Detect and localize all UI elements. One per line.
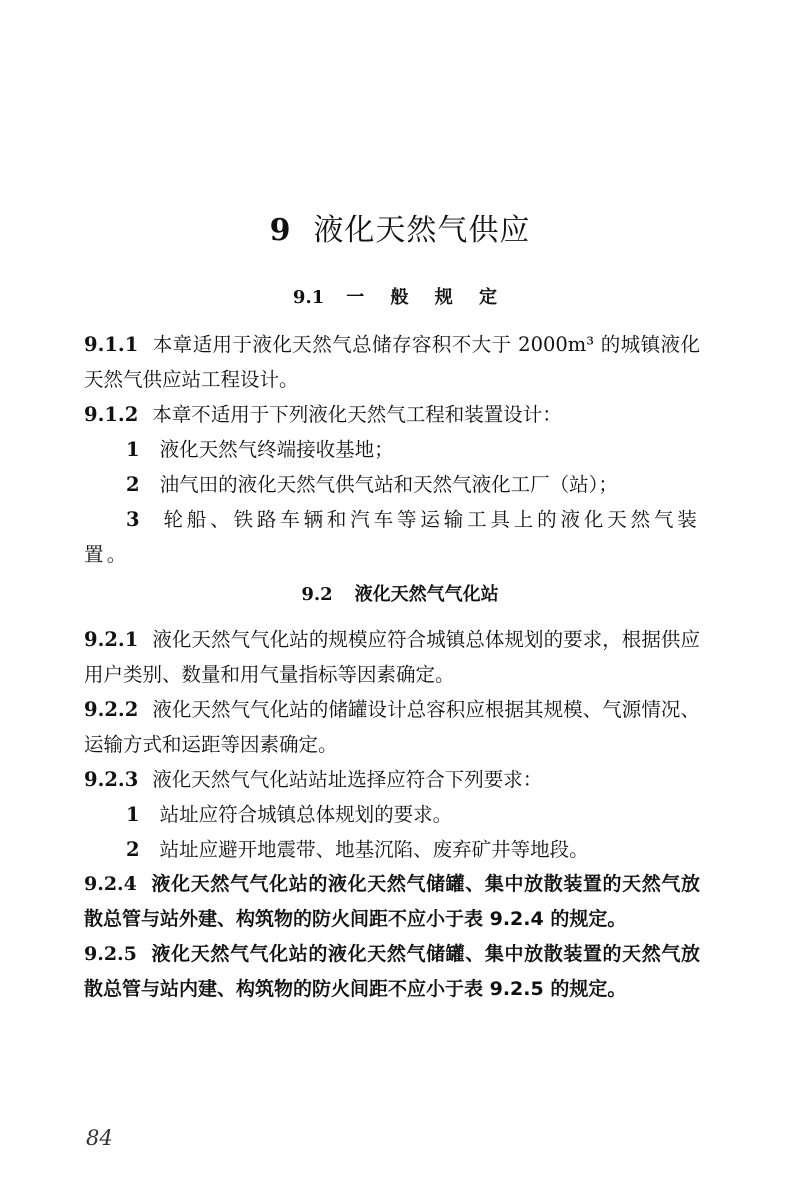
chapter-number: 9 [269,213,292,248]
list-item [84,467,700,502]
clause-text: 液化天然气气化站的储罐设计总容积应根据其规模、气源情况、运输方式和运距等因素确定。 [84,698,700,756]
clause-text: 本章适用于液化天然气总储存容积不大于 2000m³ 的城镇液化天然气供应站工程设计。 [84,333,700,391]
clause-text: 液化天然气气化站的液化天然气储罐、集中放散装置的天然气放散总管与站外建、构筑物的防火间距不应小于表 9.2.4 的规定。 [84,873,700,930]
section-title-9-2 [0,580,800,606]
section-title-text: 一 般 规 定 [346,287,508,308]
section-number: 9.1 [292,287,325,308]
item-number: 2 [126,838,140,861]
clause-9-1-2 [84,397,700,432]
item-number: 2 [126,473,140,496]
list-item [84,797,700,832]
list-item [84,832,700,867]
clause-text: 液化天然气气化站站址选择应符合下列要求： [152,768,543,791]
clause-9-2-1 [84,622,700,692]
item-text: 站址应符合城镇总体规划的要求。 [159,803,453,826]
section-9-1-body [84,327,700,572]
item-number: 3 [126,508,143,531]
item-text: 站址应避开地震带、地基沉陷、废弃矿井等地段。 [159,838,589,861]
chapter-title-text: 液化天然气供应 [313,213,531,248]
clause-text: 液化天然气气化站的规模应符合城镇总体规划的要求，根据供应用户类别、数量和用气量指标等因素确定。 [84,628,700,686]
clause-9-2-5 [84,937,700,1007]
section-9-2-body [84,622,700,1007]
clause-number: 9.2.4 [84,873,137,895]
clause-number: 9.2.3 [84,768,139,791]
clause-number: 9.2.2 [84,698,139,721]
clause-number: 9.2.5 [84,943,137,965]
item-number: 1 [126,803,140,826]
chapter-title [0,205,800,249]
page-number: 84 [86,1126,113,1150]
list-item [84,502,700,572]
clause-number: 9.1.2 [84,403,139,426]
clause-9-1-1 [84,327,700,397]
section-title-9-1 [0,283,800,309]
clause-number: 9.2.1 [84,628,139,651]
clause-9-2-2 [84,692,700,762]
clause-9-2-4 [84,867,700,937]
clause-text: 本章不适用于下列液化天然气工程和装置设计： [152,403,562,426]
clause-text: 液化天然气气化站的液化天然气储罐、集中放散装置的天然气放散总管与站内建、构筑物的防火间距不应小于表 9.2.5 的规定。 [84,943,700,1000]
section-number: 9.2 [301,584,333,605]
list-item [84,432,700,467]
clause-number: 9.1.1 [84,333,139,356]
item-text: 轮船、铁路车辆和汽车等运输工具上的液化天然气装置。 [84,508,700,566]
section-title-text: 液化天然气气化站 [354,584,499,605]
item-text: 油气田的液化天然气供气站和天然气液化工厂（站）； [159,473,618,496]
item-number: 1 [126,438,140,461]
item-text: 液化天然气终端接收基地； [159,438,394,461]
clause-9-2-3 [84,762,700,797]
